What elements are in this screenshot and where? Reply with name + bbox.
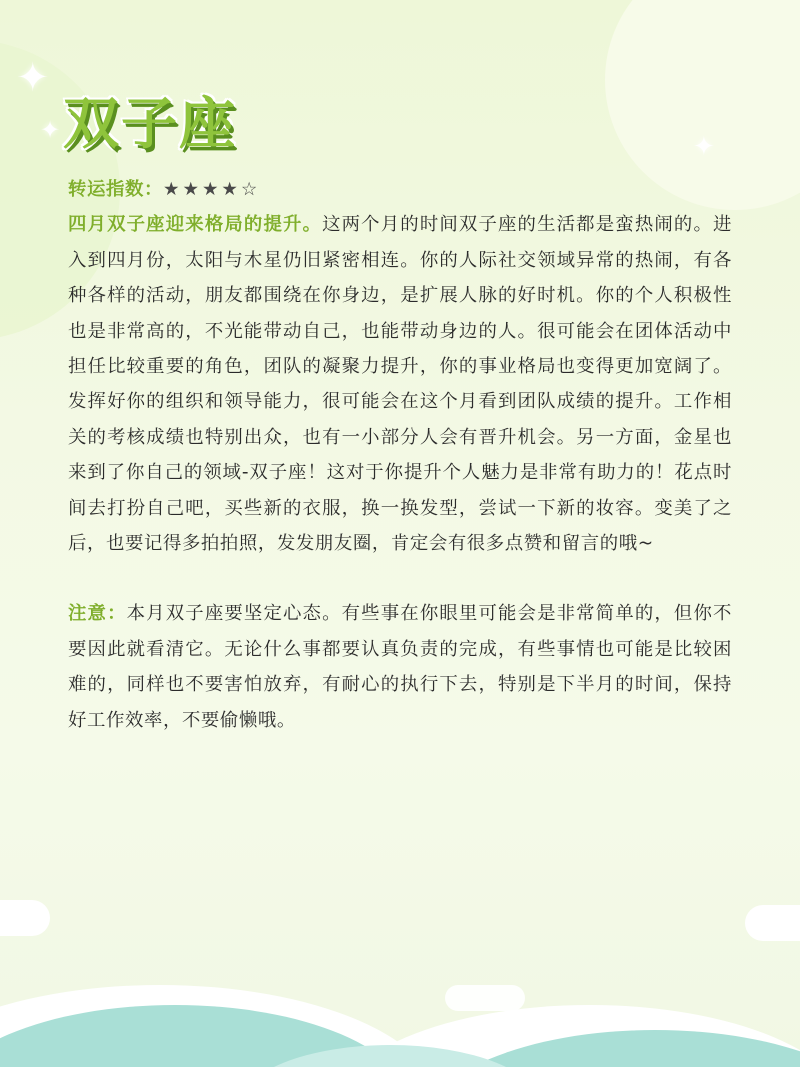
notice-paragraph — [68, 596, 732, 738]
page-title: 双子座 — [63, 92, 237, 157]
fortune-label: 转运指数： — [68, 179, 163, 200]
fortune-index — [68, 172, 732, 207]
notice-text: 本月双子座要坚定心态。有些事在你眼里可能会是非常简单的，但你不要因此就看清它。无论什么事都要认真负责的完成，有些事情也可能是比较困难的，同样也不要害怕放弃，有耐心的执行下去，特别是下半月的时间，保持好工作效率，不要偷懒哦。 — [68, 603, 732, 731]
paragraph-highlight: 四月双子座迎来格局的提升。 — [68, 214, 323, 236]
paragraph-main — [68, 207, 732, 561]
paragraph-text: 这两个月的时间双子座的生活都是蛮热闹的。进入到四月份，太阳与木星仍旧紧密相连。你的人际社交领域异常的热闹，有各种各样的活动，朋友都围绕在你身边，是扩展人脉的好时机。你的个人积极性也是非常高的，不光能带动自己，也能带动身边的人。很可能会在团体活动中担任比较重要的角色，团队的凝聚力提升，你的事业格局也变得更加宽阔了。发挥好你的组织和领导能力，很可能会在这个月看到团队成绩的提升。工作相关的考核成绩也特别出众，也有一小部分人会有晋升机会。另一方面，金星也来到了你自己的领域-双子座！这对于你提升个人魅力是非常有助力的！花点时间去打扮自己吧，买些新的衣服，换一换发型，尝试一下新的妆容。变美了之后，也要记得多拍拍照，发发朋友圈，肯定会有很多点赞和留言的哦~ — [68, 214, 732, 555]
cloud-decoration — [745, 905, 800, 941]
article-body — [68, 172, 732, 738]
cloud-decoration — [0, 900, 50, 936]
notice-label: 注意： — [68, 603, 127, 625]
sparkle-icon: ✦ — [693, 132, 715, 162]
cloud-decoration — [445, 985, 525, 1011]
sparkle-icon: ✦ — [16, 55, 50, 101]
spacer — [68, 561, 732, 596]
sparkle-icon: ✦ — [40, 116, 61, 144]
star-rating: ★★★★☆ — [162, 179, 261, 200]
